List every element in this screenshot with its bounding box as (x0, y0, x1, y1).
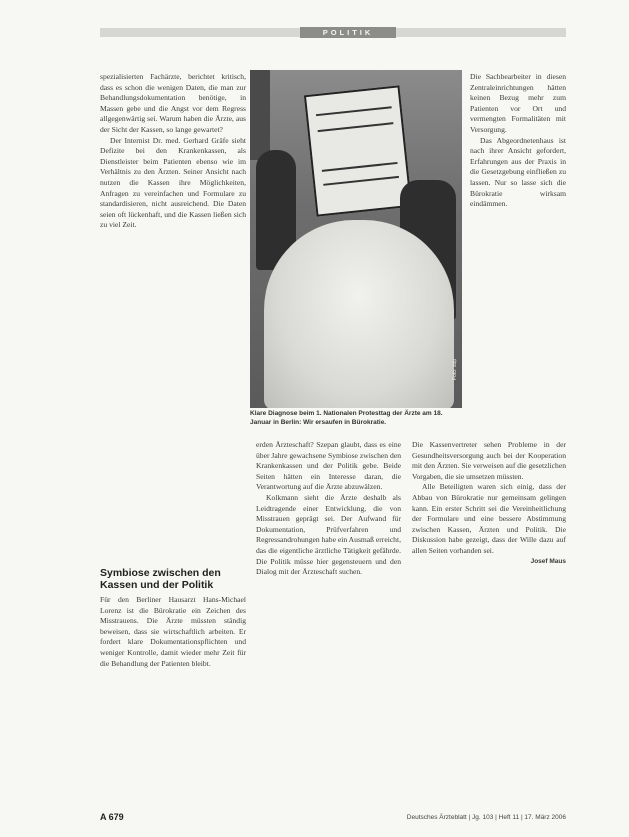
paragraph: Der Internist Dr. med. Gerhard Gräfe sieht Defizite bei den Krankenkassen, als Dienstleister beim Patienten ebenso wie im Verhältnis zu den Ärzten. Seiner Ansicht nach nutzen die Kassen ihre Möglichkeiten, Anfragen zu vereinfachen und Formulare zu standardisieren, nicht ausreichend. Die Daten seien oft lückenhaft, und die Kassen ließen sich zu viel Zeit. (100, 135, 246, 230)
journal-footer: Deutsches Ärzteblatt | Jg. 103 | Heft 11 | 17. März 2006 (406, 814, 566, 821)
paragraph: spezialisierten Fachärzte, berichtet kritisch, dass es schon die wenigen Daten, die man zur Behandlungsdokumentation benötige, in Massen gebe und die Angst vor dem Regress allgegenwärtig sei. Warum haben die Ärzte, aus der Sicht der Kassen, so lange gewartet? (100, 72, 246, 134)
paragraph: Für den Berliner Hausarzt Hans-Michael Lorenz ist die Bürokratie ein Zeichen des Misstrauens. Die Ärzte müssten ständig beweisen, dass sie wirtschaftlich arbeiten. Er fordert klare Dokumentationspflichten und weniger Kontrolle, damit wieder mehr Zeit für die Behandlung der Patienten bleibt. (100, 595, 246, 668)
sign-stroke (318, 122, 394, 132)
page-number: A 679 (100, 812, 124, 822)
paragraph: Alle Beteiligten waren sich einig, dass der Abbau von Bürokratie nur gemeinsam gelingen kann. Ein erster Schritt sei die Vereinheitlichung der Formulare und eine bessere Abstimmung zwischen Kassen, Ärzten und Politik. Die Diskussion habe gezeigt, dass der Wille dazu auf allen Seiten vorhanden sei. (412, 482, 566, 555)
paragraph: erden Ärzteschaft? Szepan glaubt, dass es eine über Jahre gewachsene Symbiose zwischen den Krankenkassen und der Politik gebe. Beide Seiten hätten ein Interesse daran, die Verantwortung auf die Ärzte abzuwälzen. (256, 440, 401, 492)
paragraph: Kolkmann sieht die Ärzte deshalb als Leidtragende einer Entwicklung, die von Misstrauen geprägt sei. Der Aufwand für Dokumentation, Prüfverfahren und Regressandrohungen habe ein Ausmaß erreicht, das die eigentliche ärztliche Tätigkeit gefährde. Die Politik müsse hier gegensteuern und den Dialog mit der Ärzteschaft suchen. (256, 492, 401, 577)
article-column-3-lower (412, 440, 566, 567)
protest-sign (304, 85, 412, 216)
article-column-3 (470, 72, 566, 210)
building-shape (250, 70, 270, 160)
paragraph: Die Sachbearbeiter in diesen Zentraleinrichtungen hätten keinen Bezug mehr zum Patienten vor Ort und vermengten Formalitäten mit Versorgung. (470, 72, 566, 134)
protest-photo (250, 70, 462, 408)
section-rubric: POLITIK (300, 27, 396, 38)
article-column-1 (100, 72, 246, 231)
article-column-1-lower (100, 595, 246, 669)
photo-caption: Klare Diagnose beim 1. Nationalen Protesttag der Ärzte am 18. Januar in Berlin: Wir ersaufen in Bürokratie. (250, 410, 443, 426)
section-subheading: Symbiose zwischen den Kassen und der Politik (100, 567, 221, 591)
paragraph: Die Kassenvertreter sehen Probleme in der Gesundheitsversorgung auch bei der Kooperation mit den Ärzten. Sie verweisen auf die gesetzlichen Vorgaben, die sie umsetzen müssten. (412, 440, 566, 481)
article-column-2 (256, 440, 401, 578)
photo-credit: Foto: ddp (452, 358, 458, 380)
sign-stroke (316, 106, 392, 116)
sign-stroke (323, 176, 399, 186)
paragraph: Das Abgeordnetenhaus ist nach ihrer Ansicht gefordert, Erfahrungen aus der Praxis in die Gesetzgebung einfließen zu lassen. Nur so lasse sich die Bürokratie wirksam eindämmen. (470, 135, 566, 209)
sign-stroke (322, 162, 398, 172)
author-signature: Josef Maus (530, 557, 566, 565)
snow-mound (264, 220, 454, 408)
